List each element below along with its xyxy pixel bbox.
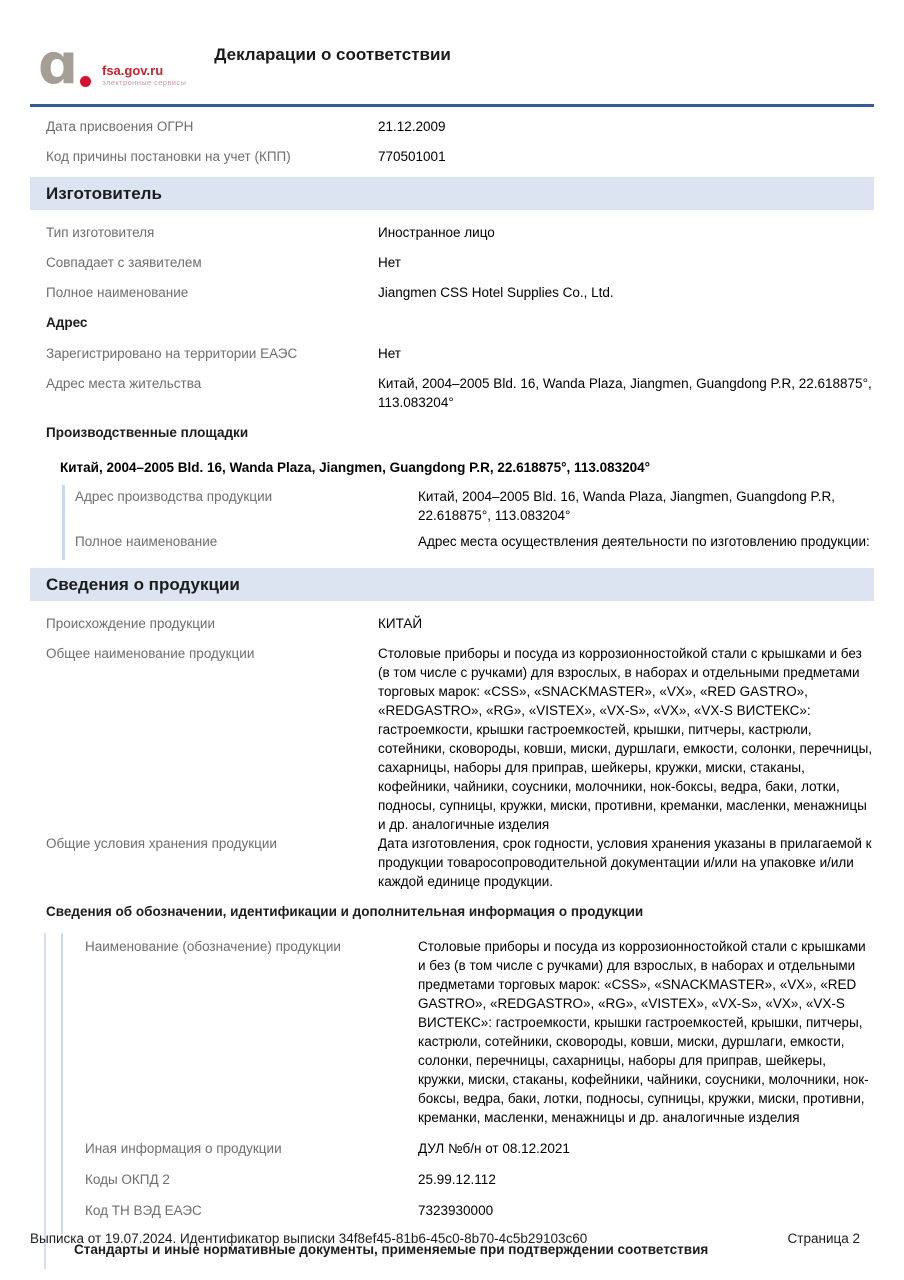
field-value: 21.12.2009: [378, 119, 446, 134]
logo-a-glyph-icon: ɑ: [38, 32, 79, 97]
page-title: Декларации о соответствии: [214, 45, 451, 64]
table-row: [30, 614, 874, 633]
fsa-logo-text: [102, 40, 186, 88]
field-label: Адрес производства продукции: [75, 489, 273, 504]
field-value: Китай, 2004–2005 Bld. 16, Wanda Plaza, Jiangmen, Guangdong P.R, 22.618875°, 113.083204°: [378, 376, 872, 410]
field-label: Совпадает с заявителем: [46, 255, 202, 270]
field-label: Код ТН ВЭД ЕАЭС: [85, 1203, 202, 1218]
field-label: Общее наименование продукции: [46, 646, 255, 661]
field-label: Происхождение продукции: [46, 616, 216, 631]
field-label: Дата присвоения ОГРН: [46, 119, 194, 134]
table-row: [85, 1201, 874, 1220]
field-label: Зарегистрировано на территории ЕАЭС: [46, 346, 298, 361]
table-row: [75, 487, 874, 525]
field-value: Нет: [378, 255, 401, 270]
table-row: [30, 253, 874, 272]
identification-block: [61, 933, 874, 1234]
identification-outer-block: [44, 933, 874, 1269]
extract-info: Выписка от 19.07.2024. Идентификатор выписки 34f8ef45-81b6-45c0-8b70-4c5b29103c60: [30, 1231, 588, 1246]
page-number: Страница 2: [787, 1231, 860, 1246]
field-value: 25.99.12.112: [418, 1172, 496, 1187]
logo-tagline: электронные сервисы: [102, 78, 187, 87]
field-value: Столовые приборы и посуда из коррозионностойкой стали с крышками и без (в том числе с ручками) для взрослых, в наборах и отдельными предметами торговых марок: «CSS», «SNACKMASTER», «VX», «RED GASTRO», «REDGASTRO», «RG», «VISTEX», «VX-S», «VX», «VX-S ВИСТЕКС»: гастроемкости, крышки гастроемкостей, крышки, питчеры, кастрюли, сотейники, сковороды, ковши, миски, дуршлаги, емкости, солонки, перечницы, сахарницы, наборы для приправ, шейкеры, кружки, миски, стаканы, кофейники, чайники, соусники, молочники, нок-боксы, ведра, баки, лотки, подносы, супницы, кружки, миски, противни, креманки, масленки, менажницы и др. аналогичные изделия: [418, 939, 869, 1125]
subheader-address: Адрес: [46, 315, 88, 330]
field-value: Jiangmen CSS Hotel Supplies Co., Ltd.: [378, 285, 614, 300]
page-footer: [30, 1229, 860, 1248]
table-row: [85, 1170, 874, 1189]
field-label: Общие условия хранения продукции: [46, 836, 277, 851]
table-row: [30, 644, 874, 834]
production-site-address: Китай, 2004–2005 Bld. 16, Wanda Plaza, Jiangmen, Guangdong P.R, 22.618875°, 113.083204°: [60, 460, 651, 475]
field-value: Дата изготовления, срок годности, условия хранения указаны в прилагаемой к продукции товаросопроводительной документации и/или на упаковке и/или каждой единице продукции.: [378, 836, 872, 889]
field-label: Наименование (обозначение) продукции: [85, 939, 341, 954]
fsa-logo-mark-icon: [38, 32, 96, 97]
subheader-production-sites: Производственные площадки: [46, 425, 249, 440]
field-value: Нет: [378, 346, 401, 361]
top-divider: [30, 104, 874, 107]
field-label: Код причины постановки на учет (КПП): [46, 149, 291, 164]
table-row: [30, 117, 874, 136]
field-value: Китай, 2004–2005 Bld. 16, Wanda Plaza, Jiangmen, Guangdong P.R, 22.618875°, 113.083204°: [418, 489, 836, 523]
table-row: [30, 834, 874, 891]
field-label: Адрес места жительства: [46, 376, 202, 391]
table-row: [75, 532, 874, 551]
field-label: Полное наименование: [46, 285, 189, 300]
logo-site-label: fsa.gov.ru: [102, 63, 164, 78]
field-value: 770501001: [378, 149, 446, 164]
field-label: Иная информация о продукции: [85, 1141, 282, 1156]
section-header-manufacturer: Изготовитель: [30, 177, 874, 210]
manufacturer-table: [30, 223, 874, 560]
document-header: [30, 0, 874, 97]
subheader-standards: Стандарты и иные нормативные документы, применяемые при подтверждении соответствия: [74, 1242, 709, 1257]
table-row: [30, 147, 874, 166]
registry-table: [30, 117, 874, 166]
section-header-product: Сведения о продукции: [30, 568, 874, 601]
field-value: Иностранное лицо: [378, 225, 495, 240]
field-value: ДУЛ №б/н от 08.12.2021: [418, 1141, 570, 1156]
field-value: Адрес места осуществления деятельности по изготовлению продукции:: [418, 534, 870, 549]
table-row: [85, 1139, 874, 1158]
logo-red-dot-icon: [80, 76, 91, 87]
production-site-block: [62, 485, 874, 560]
subheader-product-identification: Сведения об обозначении, идентификации и дополнительная информация о продукции: [46, 904, 644, 919]
table-row: [85, 937, 874, 1127]
field-label: Коды ОКПД 2: [85, 1172, 170, 1187]
field-label: Полное наименование: [75, 534, 218, 549]
table-row: [30, 344, 874, 363]
table-row: [30, 283, 874, 302]
fsa-logo: [38, 32, 187, 97]
table-row: [30, 223, 874, 242]
product-table: [30, 614, 874, 1269]
table-row: [30, 374, 874, 412]
field-value: 7323930000: [418, 1203, 494, 1218]
field-value: Столовые приборы и посуда из коррозионностойкой стали с крышками и без (в том числе с ручками) для взрослых, в наборах и отдельными предметами торговых марок: «CSS», «SNACKMASTER», «VX», «RED GASTRO», «REDGASTRO», «RG», «VISTEX», «VX-S», «VX», «VX-S ВИСТЕКС»: гастроемкости, крышки гастроемкостей, крышки, питчеры, кастрюли, сотейники, сковороды, ковши, миски, дуршлаги, емкости, солонки, перечницы, сахарницы, наборы для приправ, шейкеры, кружки, миски, стаканы, кофейники, чайники, соусники, молочники, нок-боксы, ведра, баки, лотки, подносы, супницы, кружки, миски, противни, креманки, масленки, менажницы и др. аналогичные изделия: [378, 646, 873, 832]
field-label: Тип изготовителя: [46, 225, 155, 240]
field-value: КИТАЙ: [378, 616, 423, 631]
